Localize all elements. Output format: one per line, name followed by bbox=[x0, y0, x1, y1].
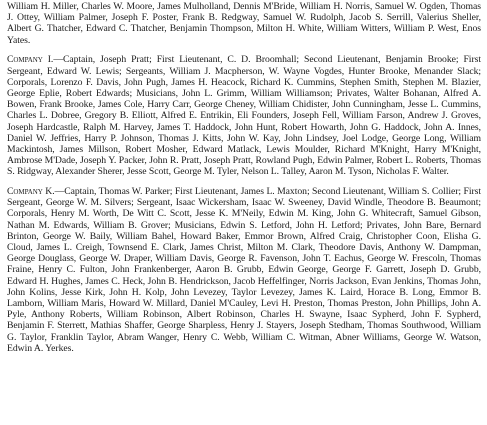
roster-text-continuation: William H. Miller, Charles W. Moore, James Mulholland, Dennis M'Bride, William H. Norris, Samuel W. Ogden, Thomas J. Ottey, William Palmer, Joseph F. Poster, Frank B. Redgway, Samuel W. Rudolph, Jacob S. Serrill, Valerius Sheller, Albert G. Thatcher, Edward C. Thatcher, Benjamin Thompson, Milton H. White, William Witters, William P. West, Enos Yates. bbox=[7, 1, 481, 46]
roster-text-company-i: —Captain, Joseph Pratt; First Lieutenant, C. D. Broomhall; Second Lieutenant, Benjamin Brooke; First Sergeant, Edward W. Lewis; Sergeants, William J. Macpherson, W. Wayne Vogdes, Hunter Brooke, Menander Slack; Corporals, Lorenzo F. Davis, John Pugh, James H. Heacock, Richard K. Cummins, Stephen Smith, Stephen M. Blazier, George Eplie, Robert Edwards; Musicians, John L. Grimm, William Williamson; Privates, Walter Bohanan, Alfred A. Bowen, Frank Brooke, James Cole, Harry Carr, George Cheney, William Chidister, John Cunningham, Jesse L. Cummins, Charles L. Dobree, Gregory B. Elliott, Alfred E. Entrikin, Eli Founders, Joseph Fell, William Farson, Andrew J. Groves, Joseph Hardcastle, Ralph M. Harvey, James T. Haddock, John Hunt, Robert Howarth, John G. Haddock, John A. Innes, Daniel W. Jeffries, Harry P. Johnson, Thomas J. Kitts, John W. Kay, John Lindsey, Joel Lodge, George Long, William Mackintosh, James Millson, Robert Mosher, Edward Matlack, Lewis Moulder, Richard M'Knight, Harry M'Knight, Ambrose M'Dade, Joseph Y. Packer, John R. Pratt, Joseph Pratt, Rowland Pugh, Edwin Palmer, Robert L. Roberts, Thomas S. Ridgway, Alexander Sherer, Jesse Scott, George M. Tyler, Nelson L. Talley, Aaron M. Tyson, Nicholas F. Walter. bbox=[7, 54, 481, 178]
roster-paragraph-company-i bbox=[7, 54, 481, 177]
roster-paragraph-company-k bbox=[7, 186, 481, 354]
roster-text-company-k: —Captain, Thomas W. Parker; First Lieutenant, James L. Maxton; Second Lieutenant, William S. Collier; First Sergeant, George W. M. Silvers; Sergeant, Isaac Wickersham, Isaac W. Sweeney, David Windle, Theodore B. Beaumont; Corporals, Henry M. Worth, De Witt C. Scott, Jesse K. M'Neily, Edwin M. King, John G. Whitecraft, Samuel Gibson, Nathan M. Edwards, William B. Grover; Musicians, Edwin S. Letford, John H. Letford; Privates, John Bare, Bernard Brinton, George W. Baily, William Bahel, Howard Baker, Emmor Brown, Alfred Craig, Christopher Coon, Elisha G. Cloud, James L. Creigh, Townsend E. Clark, James Christ, Milton M. Clark, Theodore Davis, Anthony W. Dampman, George Douglass, George W. Draper, William Davis, George R. Favenson, John T. Eachus, George W. Frescoln, Thomas Fraine, Henry C. Fulton, John Frankenberger, Aaron B. Grubb, Edwin George, George F. Garrett, Joseph D. Grubb, Edward H. Hughes, James C. Heck, John B. Hendrickson, Jacob Heffelfinger, Norris Jackson, Evan Jenkins, Thomas John, John Kolins, Jesse Kirk, John H. Kolp, John Levezey, Taylor Levezey, James K. Laird, Horace B. Long, Emmor B. Lamborn, William Maris, Howard W. Millard, Daniel M'Cauley, Levi H. Preston, Thomas Preston, John Phillips, John A. Pyle, Anthony Roberts, William Robinson, Albert Robinson, Charles H. Swayne, Isaac Sypherd, John F. Sypherd, Benjamin F. Sterrett, Mathias Shaffer, George Sharpless, Henry J. Stayers, Joseph Stedham, Thomas Southwood, William G. Taylor, Franklin Taylor, Abram Wanger, Henry C. Webb, William C. Witman, Abner Williams, George W. Watson, Edwin A. Yerkes. bbox=[7, 186, 482, 354]
company-i-label: Company I. bbox=[7, 54, 54, 66]
roster-paragraph-continuation bbox=[7, 1, 481, 46]
company-k-label: Company K. bbox=[7, 186, 55, 198]
